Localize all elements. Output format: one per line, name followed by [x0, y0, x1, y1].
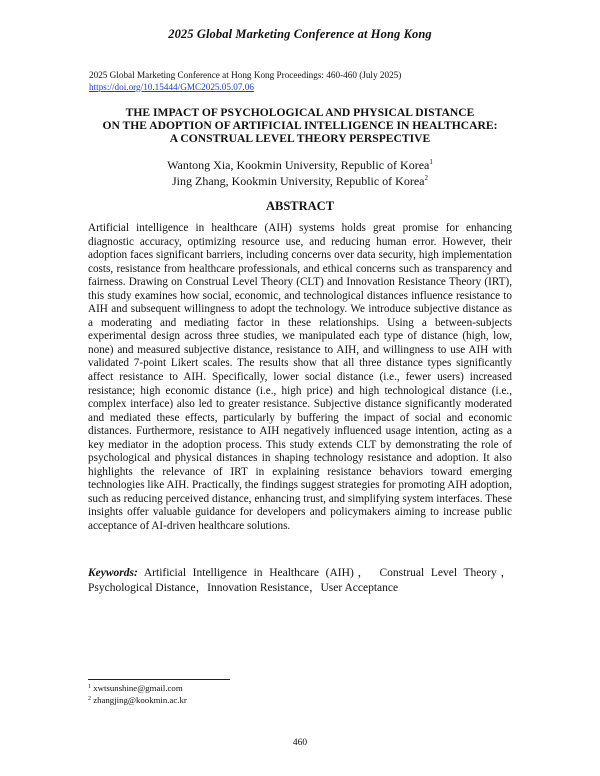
footnote-marker: 2	[88, 695, 91, 702]
footnote-item	[88, 695, 187, 707]
proceedings-info	[89, 70, 401, 93]
footnote-divider	[88, 679, 230, 680]
author-name: Jing Zhang, Kookmin University, Republic of Korea	[171, 173, 425, 188]
footnote-email: zhangjing@kookmin.ac.kr	[93, 694, 187, 705]
footnote-item	[88, 683, 187, 695]
keywords-label: Keywords:	[88, 567, 138, 579]
page-number: 460	[292, 738, 308, 748]
footnote-email: xwtsunshine@gmail.com	[93, 683, 183, 693]
paper-title	[60, 106, 540, 146]
title-line: A CONSTRUAL LEVEL THEORY PERSPECTIVE	[169, 132, 431, 146]
author-line	[0, 174, 600, 190]
proceedings-citation: 2025 Global Marketing Conference at Hong Kong Proceedings: 460-460 (July 2025)	[89, 70, 402, 80]
keywords-section	[88, 566, 512, 596]
abstract-text: Artificial intelligence in healthcare (AIH) systems holds great promise for enhancing diagnostic accuracy, optimizing resource use, and reducing human error. However, their adoption faces significant barriers, including concerns over data security, high implementation costs, resistance from healthcare professionals, and ethical concerns such as transparency and fairness. Drawing on Construal Level Theory (CLT) and Innovation Resistance Theory (IRT), this study examines how social, economic, and technological distances influence resistance to AIH and subsequent willingness to adopt the technology. We introduce subjective distance as a moderating and mediating factor in these relationships. Using a between-subjects experimental design across three studies, we manipulated each type of distance (high, low, none) and measured subjective distance, resistance to AIH, and willingness to use AIH with validated 7-point Likert scales. The results show that all three distance types significantly affect resistance to AIH. Specifically, lower social distance (i.e., fewer users) increased resistance; high economic distance (i.e., high price) and high technological distance (i.e., complex interface) also led to greater resistance. Subjective distance significantly moderated and mediated these effects, particularly by buffering the impact of social and economic distances. Furthermore, resistance to AIH negatively influenced usage intention, acting as a key mediator in the adoption process. This study extends CLT by demonstrating the role of psychological and physical distances in shaping technology resistance and adoption. It also highlights the relevance of IRT in explaining resistance behaviors toward emerging technologies like AIH. Practically, the findings suggest strategies for promoting AIH adoption, such as reducing perceived distance, enhancing trust, and simplifying system interfaces. These insights offer valuable guidance for developers and policymakers aiming to increase public acceptance of AI-driven healthcare solutions.	[88, 222, 512, 533]
keywords-text: Artificial Intelligence in Healthcare (AIH)， Construal Level Theory， Psychological Distance，Innovation Resistance，User Acceptance	[88, 567, 512, 594]
title-line: THE IMPACT OF PSYCHOLOGICAL AND PHYSICAL DISTANCE	[125, 106, 475, 119]
abstract-heading: ABSTRACT	[265, 199, 335, 213]
doi-link[interactable]: https://doi.org/10.15444/GMC2025.05.07.06	[89, 81, 254, 92]
author-list	[0, 158, 600, 189]
title-line: ON THE ADOPTION OF ARTIFICIAL INTELLIGENCE IN HEALTHCARE:	[102, 119, 498, 133]
footnote-marker: 1	[88, 684, 91, 690]
author-line	[0, 158, 600, 174]
footnote-marker: 1	[429, 158, 433, 166]
footnote-marker: 2	[424, 173, 428, 182]
running-header: 2025 Global Marketing Conference at Hong Kong	[168, 27, 432, 41]
author-name: Wantong Xia, Kookmin University, Republic of Korea	[167, 158, 430, 172]
footnotes	[88, 683, 187, 706]
